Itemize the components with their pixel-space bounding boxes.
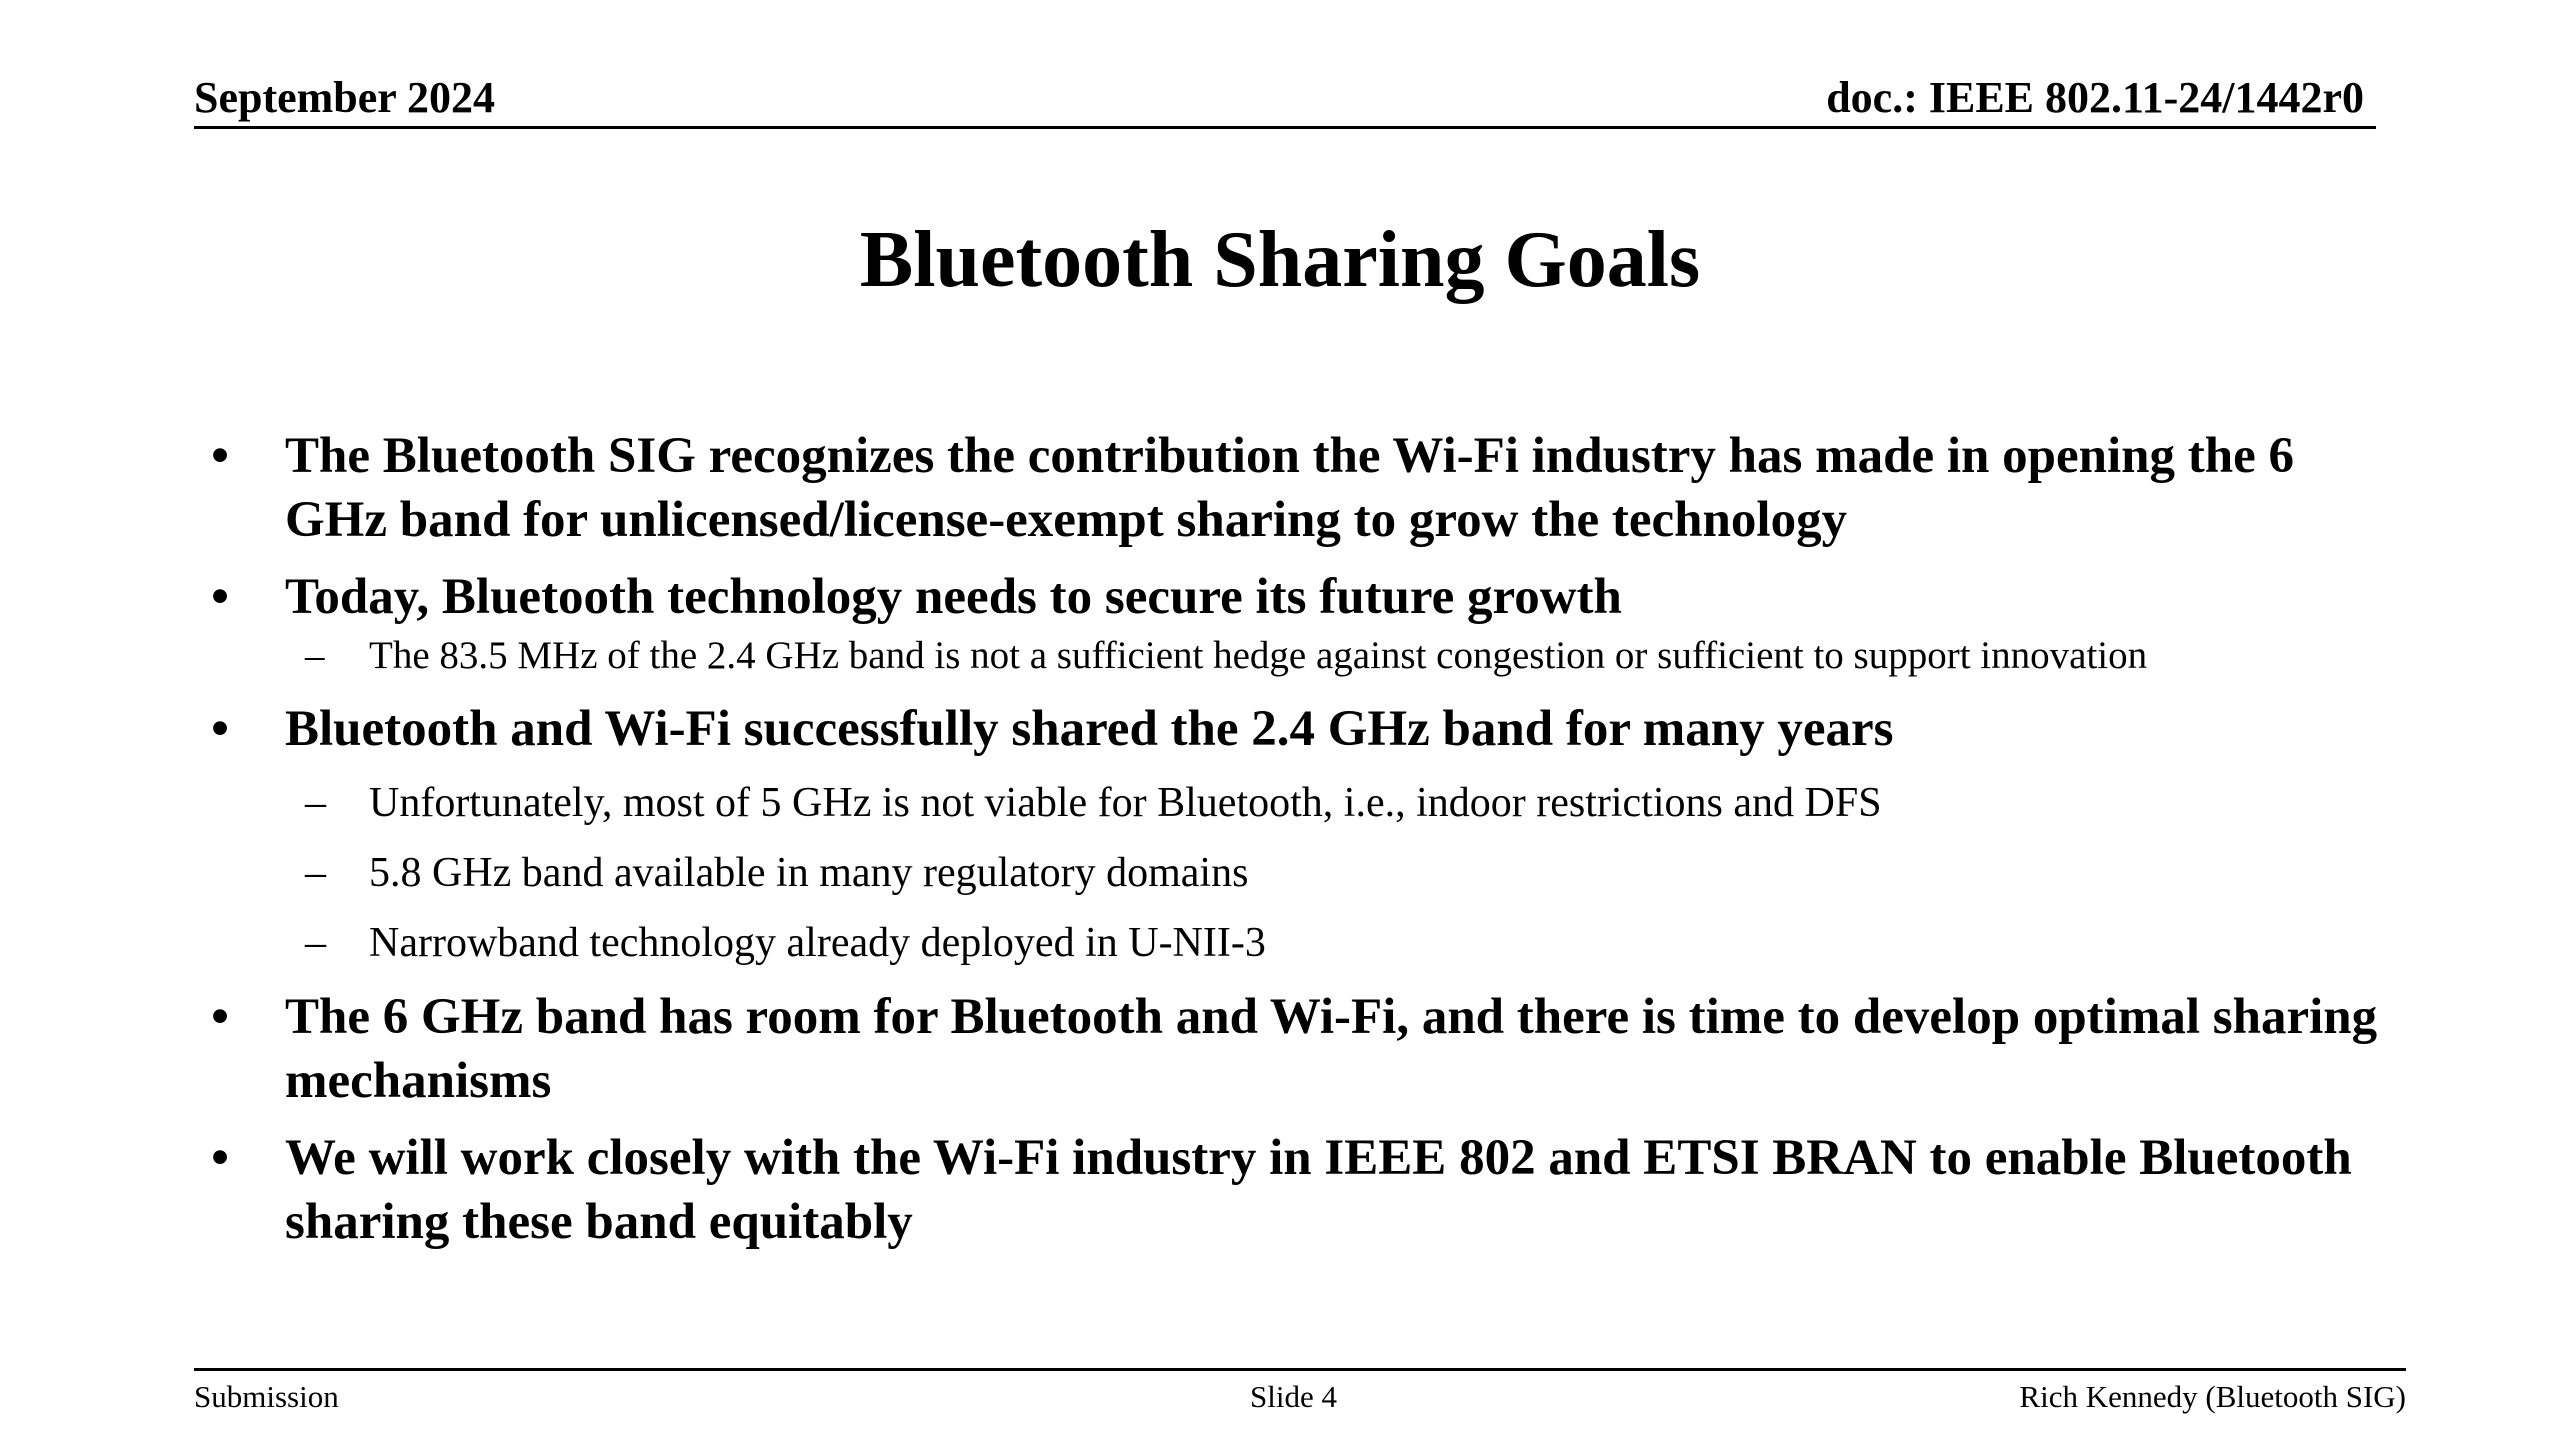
bullet-marker: • — [211, 428, 229, 484]
sub-bullet-text: 5.8 GHz band available in many regulatory domains — [369, 850, 1249, 896]
sub-bullet-item — [205, 915, 2385, 971]
slide-header — [194, 70, 2376, 129]
bullet-marker: • — [211, 701, 229, 757]
sub-bullet-item — [205, 845, 2385, 901]
bullet-item — [205, 1126, 2385, 1254]
header-date: September 2024 — [194, 73, 496, 122]
bullet-item — [205, 424, 2385, 552]
bullet-marker: • — [211, 1130, 229, 1186]
sub-bullet-text: Narrowband technology already deployed in U-NII-3 — [369, 920, 1266, 966]
bullet-item — [205, 697, 2385, 761]
bullet-text: Today, Bluetooth technology needs to secure its future growth — [285, 569, 1622, 625]
footer-slide-number: Slide 4 — [1250, 1379, 1337, 1414]
bullet-text: Bluetooth and Wi-Fi successfully shared the 2.4 GHz band for many years — [285, 701, 1894, 757]
bullet-text: We will work closely with the Wi-Fi industry in IEEE 802 and ETSI BRAN to enable Bluetooth sharing these band equitably — [285, 1130, 2352, 1250]
header-doc-id: doc.: IEEE 802.11-24/1442r0 — [1826, 73, 2364, 122]
footer-submission: Submission — [194, 1379, 339, 1414]
bullet-text: The Bluetooth SIG recognizes the contribution the Wi-Fi industry has made in opening the 6 GHz band for unlicensed/license-exempt sharing to grow the technology — [285, 428, 2295, 548]
sub-bullet-marker: – — [305, 920, 326, 966]
footer-author: Rich Kennedy (Bluetooth SIG) — [2019, 1379, 2406, 1414]
sub-bullet-marker: – — [305, 780, 326, 826]
sub-bullet-text: Unfortunately, most of 5 GHz is not viable for Bluetooth, i.e., indoor restrictions and DFS — [369, 780, 1882, 826]
sub-bullet-marker: – — [305, 634, 325, 677]
sub-bullet-marker: – — [305, 850, 326, 896]
bullet-marker: • — [211, 989, 229, 1045]
bullet-item — [205, 985, 2385, 1113]
slide-content — [205, 424, 2385, 1254]
bullet-item — [205, 565, 2385, 629]
sub-bullet-item — [205, 629, 2385, 683]
sub-bullet-item — [205, 775, 2385, 831]
slide-title: Bluetooth Sharing Goals — [859, 216, 1701, 304]
sub-bullet-text: The 83.5 MHz of the 2.4 GHz band is not a sufficient hedge against congestion or sufficient to support innovation — [369, 634, 2148, 677]
bullet-text: The 6 GHz band has room for Bluetooth and Wi-Fi, and there is time to develop optimal sharing mechanisms — [285, 989, 2378, 1109]
slide-footer — [194, 1368, 2406, 1414]
bullet-marker: • — [211, 569, 229, 625]
